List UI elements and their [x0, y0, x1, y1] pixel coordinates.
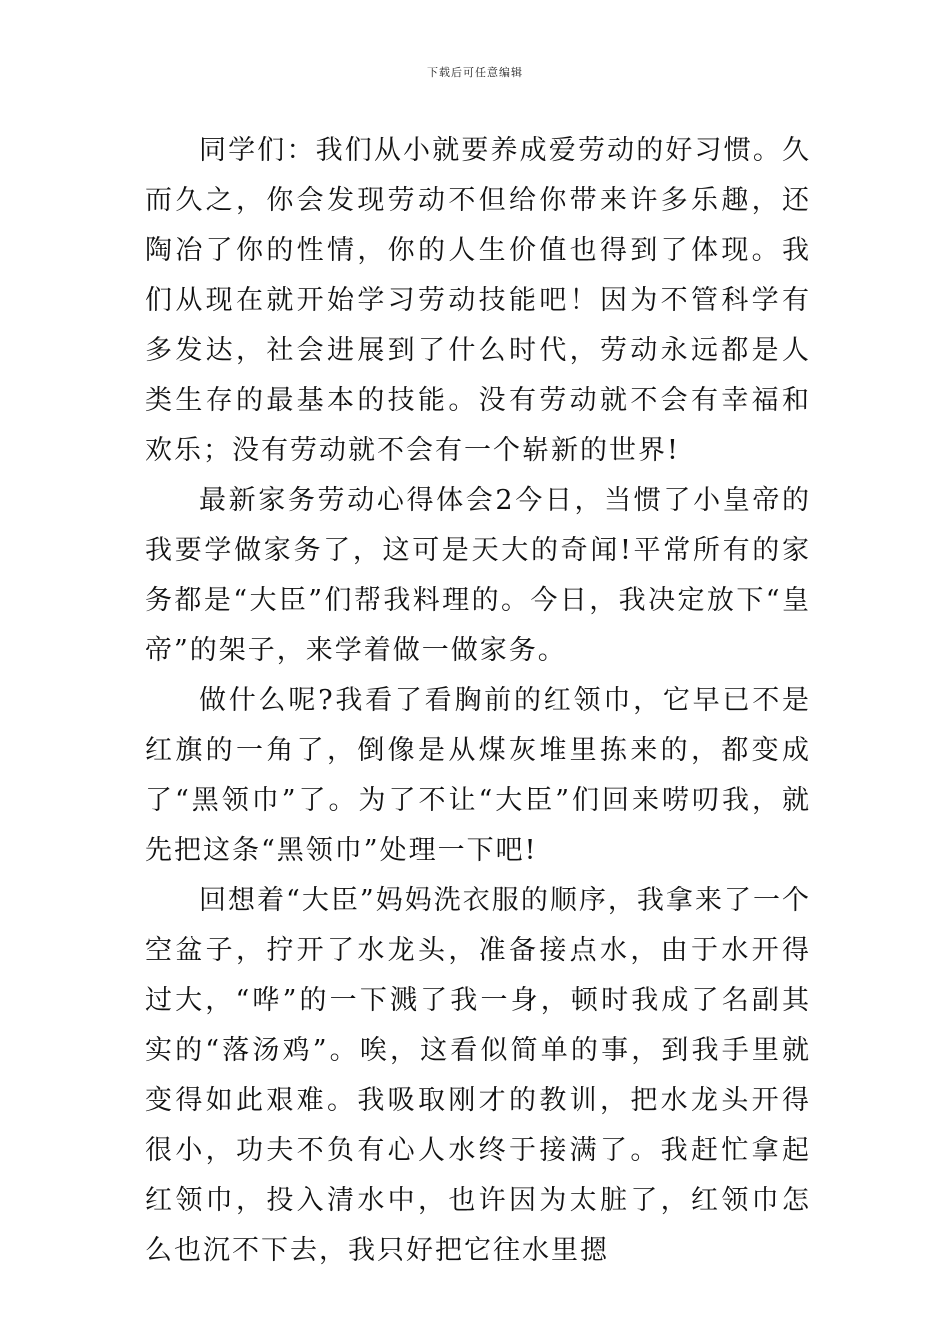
- paragraph-4: 回想着“大臣”妈妈洗衣服的顺序，我拿来了一个空盆子，拧开了水龙头，准备接点水，由于水开得过大，“哗”的一下溅了我一身，顿时我成了名副其实的“落汤鸡”。唉，这看似简单的事，到我手里就变得如此艰难。我吸取刚才的教训，把水龙头开得很小，功夫不负有心人水终于接满了。我赶忙拿起红领巾，投入清水中，也许因为太脏了，红领巾怎么也沉不下去，我只好把它往水里摁: [145, 885, 811, 1266]
- document-body: [145, 126, 811, 1276]
- page-header: 下载后可任意编辑: [427, 66, 523, 79]
- paragraph-2: 最新家务劳动心得体会2今日，当惯了小皇帝的我要学做家务了，这可是天大的奇闻!平常所有的家务都是“大臣”们帮我料理的。今日，我决定放下“皇帝”的架子，来学着做一做家务。: [145, 485, 811, 666]
- paragraph-1: 同学们：我们从小就要养成爱劳动的好习惯。久而久之，你会发现劳动不但给你带来许多乐趣，还陶冶了你的性情，你的人生价值也得到了体现。我们从现在就开始学习劳动技能吧！因为不管科学有多发达，社会进展到了什么时代，劳动永远都是人类生存的最基本的技能。没有劳动就不会有幸福和欢乐；没有劳动就不会有一个崭新的世界!: [145, 135, 811, 466]
- paragraph-3: 做什么呢?我看了看胸前的红领巾，它早已不是红旗的一角了，倒像是从煤灰堆里拣来的，都变成了“黑领巾”了。为了不让“大臣”们回来唠叨我，就先把这条“黑领巾”处理一下吧!: [145, 685, 811, 866]
